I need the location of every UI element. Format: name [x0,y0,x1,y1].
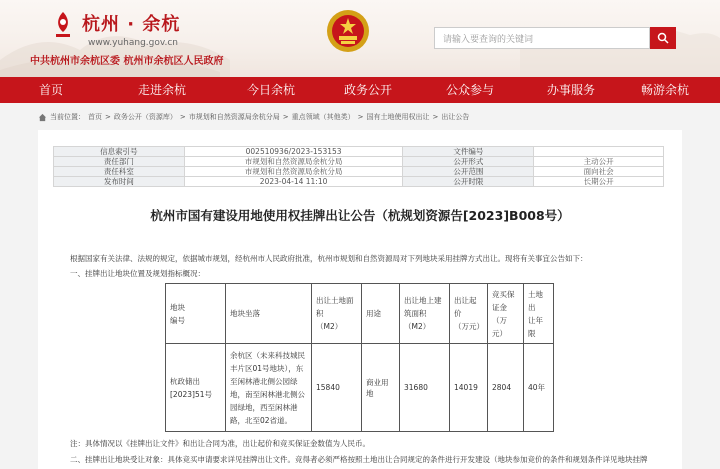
table-row [54,177,664,187]
nav-item-about[interactable]: 走进余杭 [137,83,186,97]
breadcrumb-link-bureau[interactable]: 市规划和自然资源局余杭分局 [188,113,280,121]
breadcrumb-link-land-use[interactable]: 国有土地使用权出让 [366,113,430,121]
info-value: 市规划和自然资源局余杭分局 [184,157,403,167]
parcel-term-cell: 40年 [524,344,554,432]
nav-item-home[interactable]: 首页 [38,83,63,97]
breadcrumb-separator: > [357,113,364,121]
info-label: 公开时限 [403,177,534,187]
table-row [54,147,664,157]
section-heading-2: 二、挂牌出让地块受让对象：具体竞买申请要求详见挂牌出让文件。竞得者必须严格按照土地出让合同规定的条件进行开发建设（地块参加竞价的条件和规划条件详见地块挂牌 [70,455,648,464]
breadcrumb-separator: > [179,113,186,121]
document-title: 杭州市国有建设用地使用权挂牌出让公告（杭规划资源告[2023]B008号） [150,208,570,223]
column-header: 用途 [362,284,400,344]
info-value: 长期公开 [534,177,664,187]
breadcrumb [38,110,469,124]
table-row [54,157,664,167]
parcel-id-cell: 杭政储出 [2023]51号 [166,344,226,432]
parcel-area-cell: 15840 [312,344,362,432]
column-header: 地块坐落 [226,284,312,344]
parcel-location-cell: 余杭区（未来科技城民 丰片区01号地块），东 至闲林港北侧公园绿 地，南至闲林港北侧公 园绿地，西至闲林港 路，北至02省道。 [226,344,312,432]
breadcrumb-separator: > [105,113,111,121]
info-value [534,147,664,157]
parcel-start-price-cell: 14019 [450,344,488,432]
search-icon [657,32,669,44]
nav-item-travel[interactable]: 畅游余杭 [640,83,689,97]
column-header: 出让地上建 筑面积 （M2） [400,284,450,344]
intro-paragraph: 根据国家有关法律、法规的规定，依据城市规划，经杭州市人民政府批准，杭州市规划和自然资源局对下列地块采用挂牌方式出让。现将有关事宜公告如下： [70,254,588,263]
nav-item-participation[interactable]: 公众参与 [445,83,494,97]
nav-item-gov-info[interactable]: 政务公开 [343,83,392,97]
info-label: 公开形式 [403,157,534,167]
breadcrumb-separator: > [282,113,289,121]
search-button[interactable] [650,27,676,49]
section-heading-1: 一、挂牌出让地块位置及规划指标概况： [70,269,205,278]
column-header: 竞买保 证金 （万 元） [488,284,524,344]
table-header-row [166,284,554,344]
info-value: 2023-04-14 11:10 [184,177,403,187]
parcel-deposit-cell: 2804 [488,344,524,432]
table-row [54,167,664,177]
breadcrumb-link-key-areas[interactable]: 重点领域（其他类） [291,113,355,121]
main-nav [0,77,720,103]
info-value: 市规划和自然资源局余杭分局 [184,167,403,177]
info-label: 信息索引号 [54,147,185,157]
hangzhou-logo-icon [52,10,74,40]
info-label: 责任科室 [54,167,185,177]
breadcrumb-link-gov-info[interactable]: 政务公开（资源库） [113,113,177,121]
national-emblem-icon [325,8,371,54]
site-domain: www.yuhang.gov.cn [88,38,179,48]
info-value: 002510936/2023-153153 [184,147,403,157]
table-row [166,344,554,432]
table-note: 注：具体情况以《挂牌出让文件》和出让合同为准，出让起价和竞买保证金数值为人民币。 [70,439,370,448]
location-icon [38,113,47,122]
column-header: 出让土地面 积 （M2） [312,284,362,344]
nav-item-services[interactable]: 办事服务 [546,83,595,97]
info-value: 面向社会 [534,167,664,177]
site-header [0,0,720,77]
breadcrumb-link-home[interactable]: 首页 [88,113,102,121]
search-input[interactable]: 请输入要查询的关键词 [434,27,650,49]
column-header: 土地出 让年 限 [524,284,554,344]
breadcrumb-link-notice[interactable]: 出让公告 [441,113,470,121]
info-label: 发布时间 [54,177,185,187]
info-value: 主动公开 [534,157,664,167]
site-subtitle: 中共杭州市余杭区委 杭州市余杭区人民政府 [30,56,224,67]
breadcrumb-separator: > [432,113,439,121]
parcel-floor-area-cell: 31680 [400,344,450,432]
site-title: 杭州 · 余杭 [82,14,181,35]
breadcrumb-prefix: 当前位置： [50,113,85,121]
parcel-use-cell: 商业用地 [362,344,400,432]
info-label: 公开范围 [403,167,534,177]
info-table [53,146,664,187]
parcel-table [165,283,554,432]
info-label: 文件编号 [403,147,534,157]
info-label: 责任部门 [54,157,185,167]
nav-item-today[interactable]: 今日余杭 [246,83,295,97]
column-header: 出让起价 （万元） [450,284,488,344]
column-header: 地块 编号 [166,284,226,344]
